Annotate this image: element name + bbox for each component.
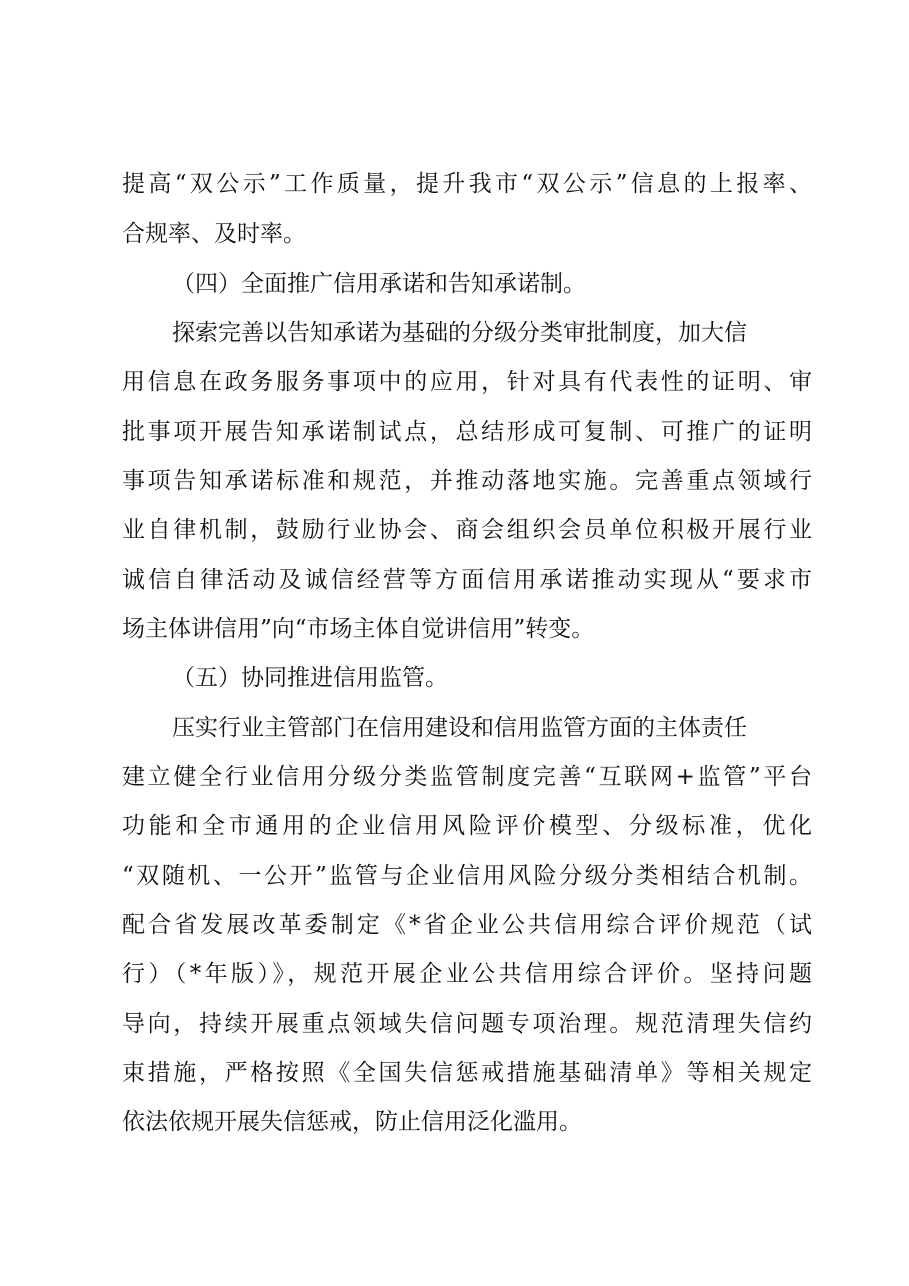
paragraph-line: 场主体讲信用”向“市场主体自觉讲信用”转变。 — [122, 616, 595, 642]
paragraph-line: 束措施，严格按照《全国失信惩戒措施基础清单》等相关规定 — [122, 1060, 812, 1086]
paragraph-line: 提高“双公示”工作质量，提升我市“双公示”信息的上报率、 — [122, 171, 812, 197]
paragraph-line: 业自律机制，鼓励行业协会、商会组织会员单位积极开展行业 — [122, 517, 812, 543]
paragraph-line: 导向，持续开展重点领域失信问题专项治理。规范清理失信约 — [122, 1011, 812, 1037]
paragraph-line: 依法依规开展失信惩戒，防止信用泛化滥用。 — [122, 1109, 582, 1135]
paragraph-line: 用信息在政务服务事项中的应用，针对具有代表性的证明、审 — [122, 369, 812, 395]
paragraph-line: 诚信自律活动及诚信经营等方面信用承诺推动实现从“要求市 — [122, 567, 812, 593]
paragraph-line: 探索完善以告知承诺为基础的分级分类审批制度，加大信 — [172, 320, 747, 346]
paragraph-line: 合规率、及时率。 — [122, 221, 306, 247]
paragraph-line: 行）（*年版）》，规范开展企业公共信用综合评价。坚持问题 — [122, 961, 812, 987]
paragraph-line: 事项告知承诺标准和规范，并推动落地实施。完善重点领域行 — [122, 468, 812, 494]
section-heading-4: （四）全面推广信用承诺和告知承诺制。 — [172, 271, 586, 297]
paragraph-line: “双随机、一公开”监管与企业信用风险分级分类相结合机制。 — [122, 863, 812, 889]
paragraph-line: 压实行业主管部门在信用建设和信用监管方面的主体责任 — [172, 715, 747, 741]
paragraph-line: 批事项开展告知承诺制试点，总结形成可复制、可推广的证明 — [122, 419, 812, 445]
section-heading-5: （五）协同推进信用监管。 — [172, 665, 448, 691]
paragraph-line: 建立健全行业信用分级分类监管制度完善“互联网+监管”平台 — [122, 764, 812, 790]
paragraph-line: 功能和全市通用的企业信用风险评价模型、分级标准，优化 — [122, 813, 812, 839]
paragraph-line: 配合省发展改革委制定《*省企业公共信用综合评价规范（试 — [122, 912, 812, 938]
